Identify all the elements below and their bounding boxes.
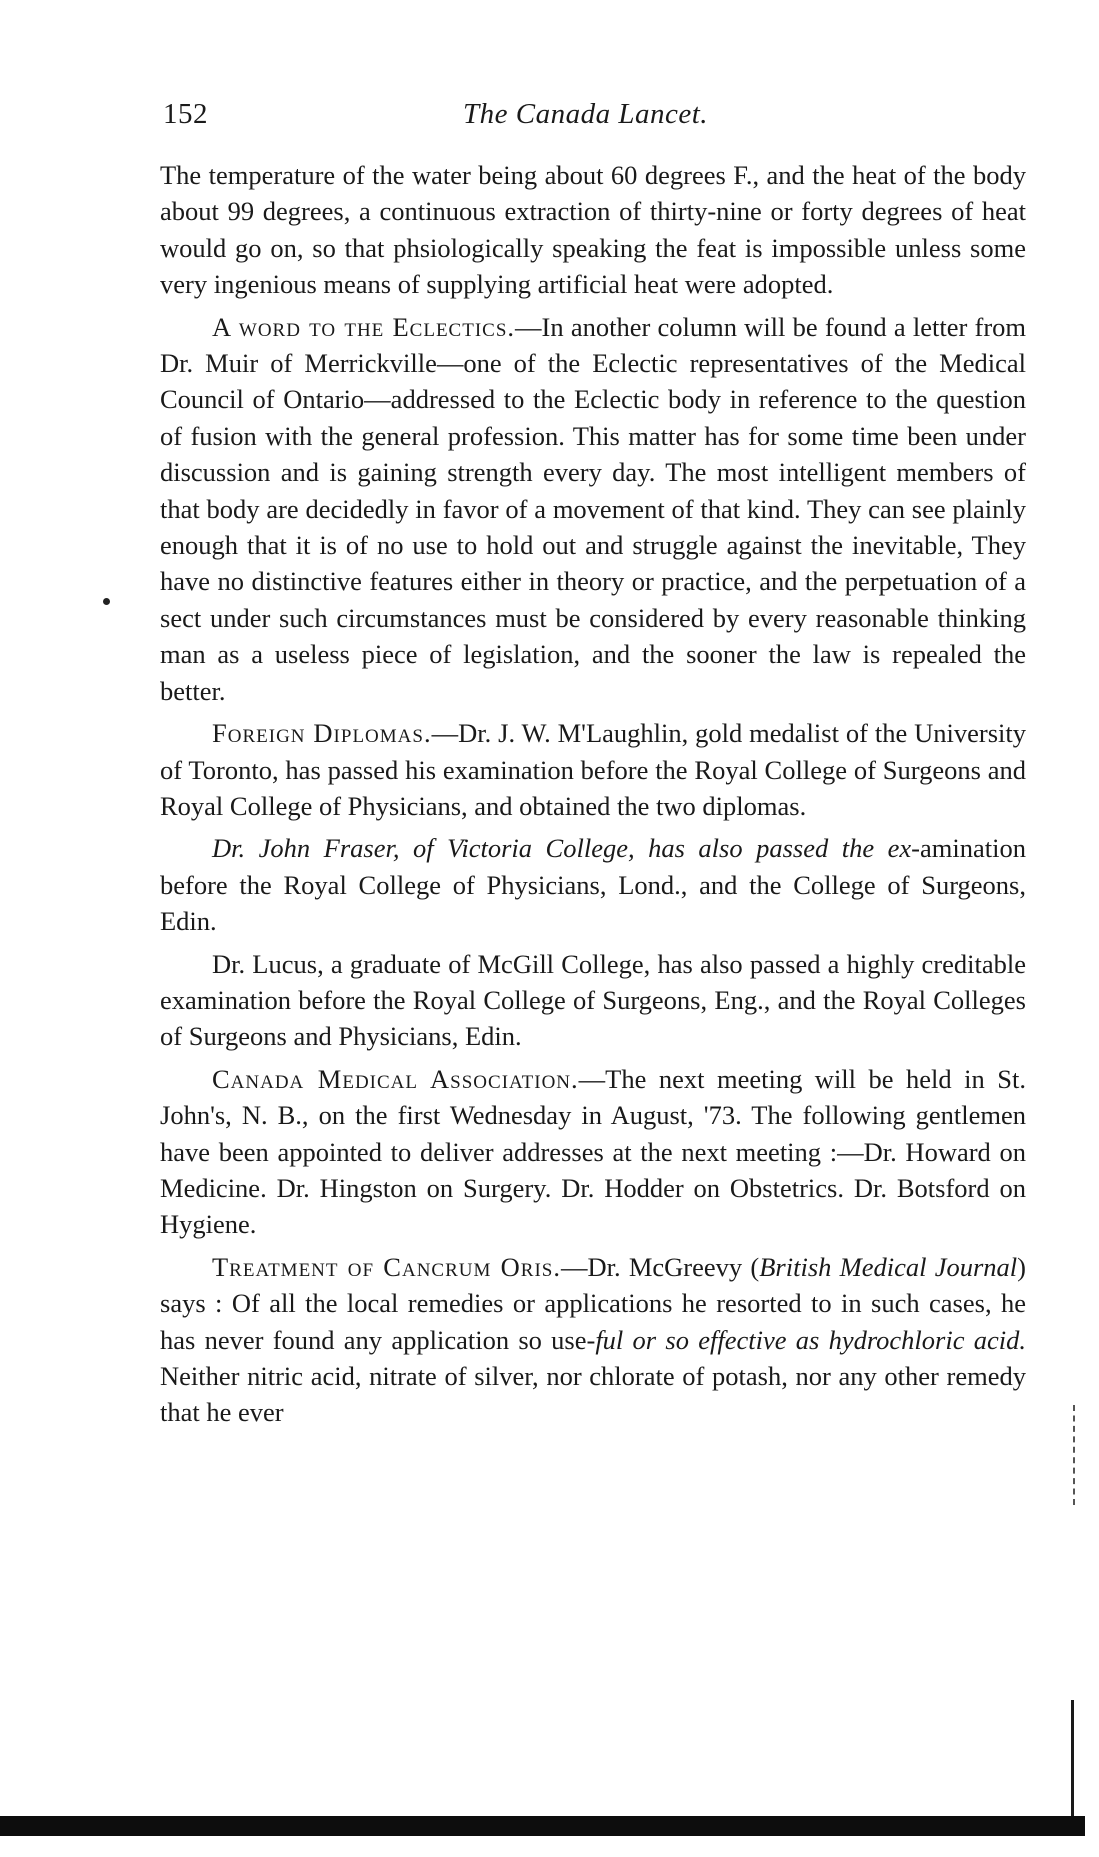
paragraph-cancrum-oris: Treatment of Cancrum Oris.—Dr. McGreevy (British Medical Journal) says : Of all the local remedies or applications he resorted to in such cases, he has never found any application so use-ful or so effective as hydrochloric acid. Neither nitric acid, nitrate of silver, nor chlorate of potash, nor any other remedy that he ever — [160, 1251, 1026, 1428]
running-head — [163, 98, 1023, 138]
paragraph-foreign-diplomas: Foreign Diplomas.—Dr. J. W. M'Laughlin, gold medalist of the University of Toronto, has passed his examination before the Royal College of Surgeons and Royal College of Physicians, and obtained the two diplomas. — [160, 718, 1026, 821]
scan-edge-mark — [1073, 1405, 1077, 1505]
page-number: 152 — [163, 98, 208, 130]
journal-reference: British Medical Journal — [759, 1251, 1018, 1282]
margin-mark — [103, 598, 110, 605]
section-heading-cancrum-oris: Treatment of Cancrum Oris. — [212, 1251, 561, 1282]
scan-edge-line — [1071, 1700, 1074, 1830]
paragraph-bath-temperature: The temperature of the water being about 60 degrees F., and the heat of the body about 99 degrees, a continuous extraction of thirty-nine or forty degrees of heat would go on, so that phsiologically speaking the feat is impossible unless some very ingenious means of supplying artificial heat were adopted. — [160, 160, 1026, 300]
paragraph-medical-association: Canada Medical Association.—The next meeting will be held in St. John's, N. B., on the first Wednesday in August, '73. The following gentlemen have been appointed to deliver addresses at the next meeting :—Dr. Howard on Medicine. Dr. Hingston on Surgery. Dr. Hodder on Obstetrics. Dr. Botsford on Hygiene. — [160, 1063, 1026, 1240]
section-heading-foreign-diplomas: Foreign Diplomas. — [212, 718, 432, 749]
article-body — [160, 157, 1026, 1437]
paragraph-eclectics: A word to the Eclectics.—In another column will be found a letter from Dr. Muir of Merrickville—one of the Eclectic representatives of the Medical Council of Ontario—addressed to the Eclectic body in reference to the question of fusion with the general profession. This matter has for some time been under discussion and is gaining strength every day. The most intelligent members of that body are decidedly in favor of a movement of that kind. They can see plainly enough that it is of no use to hold out and struggle against the inevitable, They have no distinctive features either in theory or practice, and the perpetuation of a sect under such circumstances must be considered by every reasonable thinking man as a useless piece of legislation, and the sooner the law is repealed the better. — [160, 311, 1027, 706]
scan-bottom-edge — [0, 1816, 1085, 1836]
section-heading-eclectics: A word to the Eclectics. — [212, 311, 516, 342]
section-heading-medical-association: Canada Medical Association. — [212, 1063, 579, 1094]
paragraph-lucus: Dr. Lucus, a graduate of McGill College, has also passed a highly creditable examination before the Royal College of Surgeons, Eng., and the Royal Colleges of Surgeons and Physicians, Edin. — [160, 948, 1026, 1052]
paragraph-john-fraser: Dr. John Fraser, of Victoria College, has also passed the ex-amination before the Royal College of Physicians, Lond., and the College of Surgeons, Edin. — [160, 833, 1026, 937]
journal-title: The Canada Lancet. — [463, 98, 709, 130]
